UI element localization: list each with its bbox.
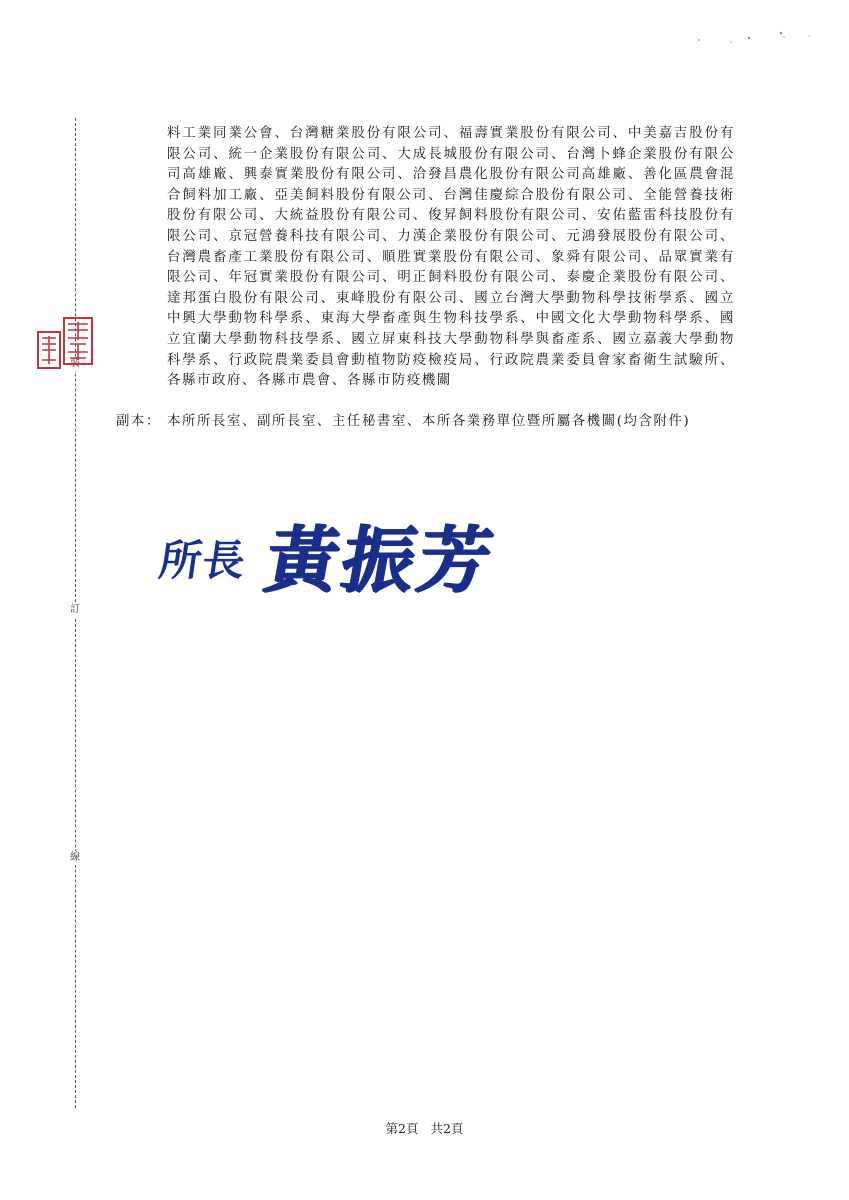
binding-mark-staple: 訂 xyxy=(67,603,83,617)
perforation-seal xyxy=(36,316,96,372)
director-signature xyxy=(156,500,520,602)
signature-name: 黃振芳 xyxy=(259,517,503,602)
binding-mark-line: 線 xyxy=(67,851,83,865)
signature-title: 所長 xyxy=(156,536,250,585)
page-number: 第2頁 xyxy=(385,1121,419,1136)
copies-section xyxy=(116,411,736,432)
page-total: 共2頁 xyxy=(430,1121,464,1136)
scan-specks xyxy=(679,28,819,48)
binding-mark-bind: 裝 xyxy=(67,357,83,371)
page-footer xyxy=(0,1119,849,1137)
recipient-list: 料工業同業公會、台灣糖業股份有限公司、福壽實業股份有限公司、中美嘉吉股份有限公司、統一企業股份有限公司、大成長城股份有限公司、台灣卜蜂企業股份有限公司高雄廠、興泰實業股份有限公司、洽發昌農化股份有限公司高雄廠、善化區農會混合飼料加工廠、亞美飼料股份有限公司、台灣佳慶綜合股份有限公司、全能營養技術股份有限公司、大統益股份有限公司、俊昇飼料股份有限公司、安佑藍雷科技股份有限公司、京冠營養科技有限公司、力漢企業股份有限公司、元鴻發展股份有限公司、台灣農畜產工業股份有限公司、順胜實業股份有限公司、象舜有限公司、品眾實業有限公司、年冠實業股份有限公司、明正飼料股份有限公司、泰慶企業股份有限公司、達邦蛋白股份有限公司、東峰股份有限公司、國立台灣大學動物科學技術學系、國立中興大學動物科學系、東海大學畜產與生物科技學系、中國文化大學動物科學系、國立宜蘭大學動物科技學系、國立屏東科技大學動物科學與畜產系、國立嘉義大學動物科學系、行政院農業委員會動植物防疫檢疫局、行政院農業委員會家畜衛生試驗所、各縣市政府、各縣市農會、各縣市防疫機關 xyxy=(167,126,735,389)
copies-label: 副本： xyxy=(116,414,161,429)
copies-list: 本所所長室、副所長室、主任秘書室、本所各業務單位暨所屬各機關(均含附件) xyxy=(167,414,691,429)
